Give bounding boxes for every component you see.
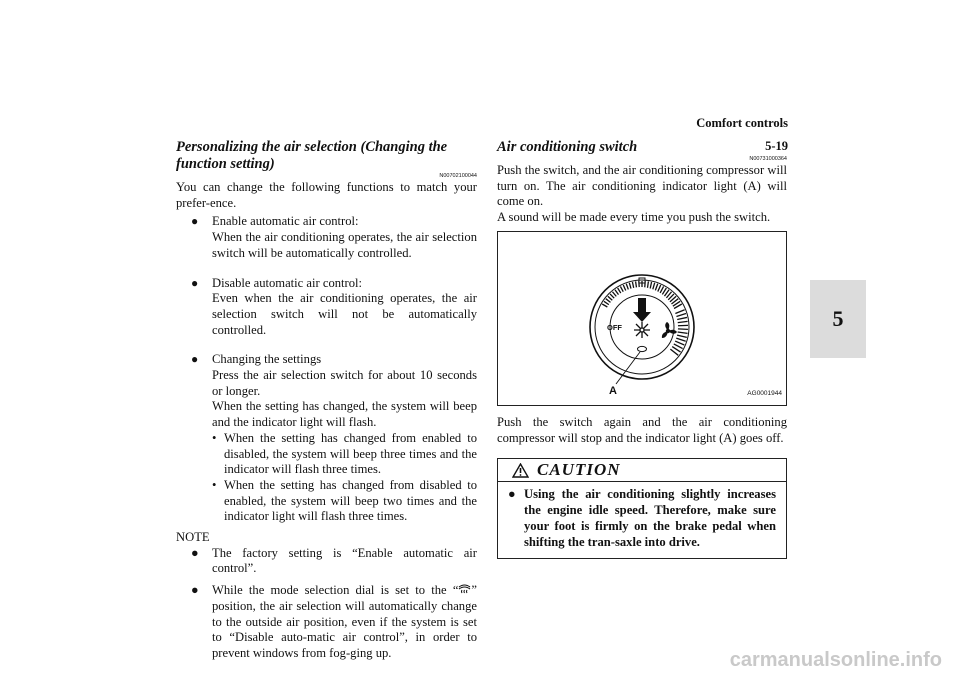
left-section-code: N00702100044 <box>439 173 477 179</box>
list-item <box>176 276 477 339</box>
dial-tick <box>655 284 657 291</box>
dial-tick <box>623 285 625 290</box>
list-item-heading: Enable automatic air control: <box>212 214 359 229</box>
bullet-icon: ● <box>191 352 199 367</box>
dial-tick <box>636 281 637 287</box>
left-intro: You can change the following functions to match your prefer-ence. <box>176 180 477 210</box>
dial-tick <box>660 286 663 293</box>
header-section-title: Comfort controls <box>696 116 788 130</box>
list-item <box>176 352 477 525</box>
right-para-3: Push the switch again and the air conditioning compressor will stop and the indicator light (A) goes off. <box>497 414 787 445</box>
dial-tick <box>676 338 686 341</box>
sub-list-item: • When the setting has changed from enabled to disabled, the system will beep three times and the indicator will flash three times. <box>212 430 477 477</box>
dial-tick <box>658 285 661 292</box>
dial-tick <box>602 304 607 307</box>
callout-a: A <box>609 384 617 397</box>
caution-title: CAUTION <box>537 460 621 480</box>
caution-box <box>497 458 787 559</box>
note-text-after: ” position, the air selection will automatically change to the outside air position, even if the system is set to “Disable auto-matic air control”, in order to prevent windows from fog-ging up. <box>212 583 477 660</box>
list-item-text-2: When the setting has changed, the system will beep and the indicator light will flash. <box>212 399 477 430</box>
chapter-tab <box>810 280 866 358</box>
right-column <box>497 139 787 559</box>
dial-tick <box>678 332 688 333</box>
list-item-text: Press the air selection switch for about 10 seconds or longer. <box>212 368 477 398</box>
list-item <box>176 214 477 261</box>
bullet-icon: ● <box>191 583 199 598</box>
left-section-title: Personalizing the air selection (Changing the function setting) <box>176 139 448 172</box>
list-item-heading: Changing the settings <box>212 352 322 367</box>
left-column <box>176 139 477 662</box>
chapter-tab-number: 5 <box>832 306 844 331</box>
caution-item <box>508 486 776 550</box>
off-label: OFF <box>607 322 622 332</box>
dial-tick <box>675 341 684 345</box>
dial-tick <box>678 329 688 330</box>
page-number: 5-19 <box>765 139 788 153</box>
ac-dial-illustration <box>498 232 786 405</box>
note-item <box>176 546 477 577</box>
dial-tick <box>677 317 687 319</box>
figure-code: AG0001944 <box>747 390 782 398</box>
ac-switch-figure <box>497 231 787 406</box>
note-text: The factory setting is “Enable automatic air control”. <box>212 545 477 576</box>
dial-tick <box>618 288 621 293</box>
right-section-code: N00731000364 <box>749 156 787 162</box>
dial-tick <box>632 282 633 288</box>
sub-list-item-text: When the setting has changed from enabled to disabled, the system will beep three times and the indicator will flash three times. <box>224 430 477 477</box>
list-item-text: When the air conditioning operates, the air selection switch will be automatically controlled. <box>212 230 477 260</box>
dial-tick <box>604 301 609 304</box>
dial-tick <box>650 282 651 288</box>
dial-tick <box>612 292 616 297</box>
dial-tick <box>677 335 687 337</box>
list-item-heading: Disable automatic air control: <box>212 275 363 290</box>
bullet-icon: ● <box>191 545 199 560</box>
caution-header <box>498 459 786 482</box>
dial-tick <box>615 290 619 295</box>
right-para-1: Push the switch, and the air conditioning compressor will turn on. The air conditioning indicator light (A) will come on. <box>497 163 787 209</box>
bullet-icon: ● <box>508 487 516 502</box>
dial-tick <box>606 298 611 302</box>
dial-tick <box>610 294 614 298</box>
caution-text: Using the air conditioning slightly increases the engine idle speed. Therefore, make sure your foot is firmly on the brake pedal when shifting the tran-saxle into drive. <box>524 487 776 550</box>
right-para-2: A sound will be made every time you push the switch. <box>497 210 771 225</box>
dial-tick <box>675 310 684 314</box>
right-section-title: Air conditioning switch <box>497 139 638 155</box>
note-label: NOTE <box>176 530 210 545</box>
dial-tick <box>620 286 623 291</box>
dial-tick <box>676 313 686 316</box>
dial-tick <box>678 321 688 322</box>
warning-triangle-icon <box>512 463 529 478</box>
dial-tick <box>653 283 655 290</box>
dial-tick <box>626 284 628 290</box>
sub-list-item-text: When the setting has changed from disabled to enabled, the system will beep two times and the indicator light will flash three times. <box>224 477 477 524</box>
list-item-text: Even when the air conditioning operates, the air selection switch will not be automatically controlled. <box>212 291 477 337</box>
dial-tick <box>608 296 612 300</box>
dial-tick <box>629 283 631 289</box>
bullet-icon: ● <box>191 275 199 290</box>
note-text-before: While the mode selection dial is set to the “ <box>212 583 459 598</box>
defroster-icon <box>458 584 471 595</box>
watermark: carmanualsonline.info <box>729 649 942 671</box>
dial-tick <box>648 281 649 287</box>
bullet-icon: ● <box>191 214 199 229</box>
sub-list-item: • When the setting has changed from disabled to enabled, the system will beep two times and the indicator light will flash three times. <box>212 477 477 524</box>
